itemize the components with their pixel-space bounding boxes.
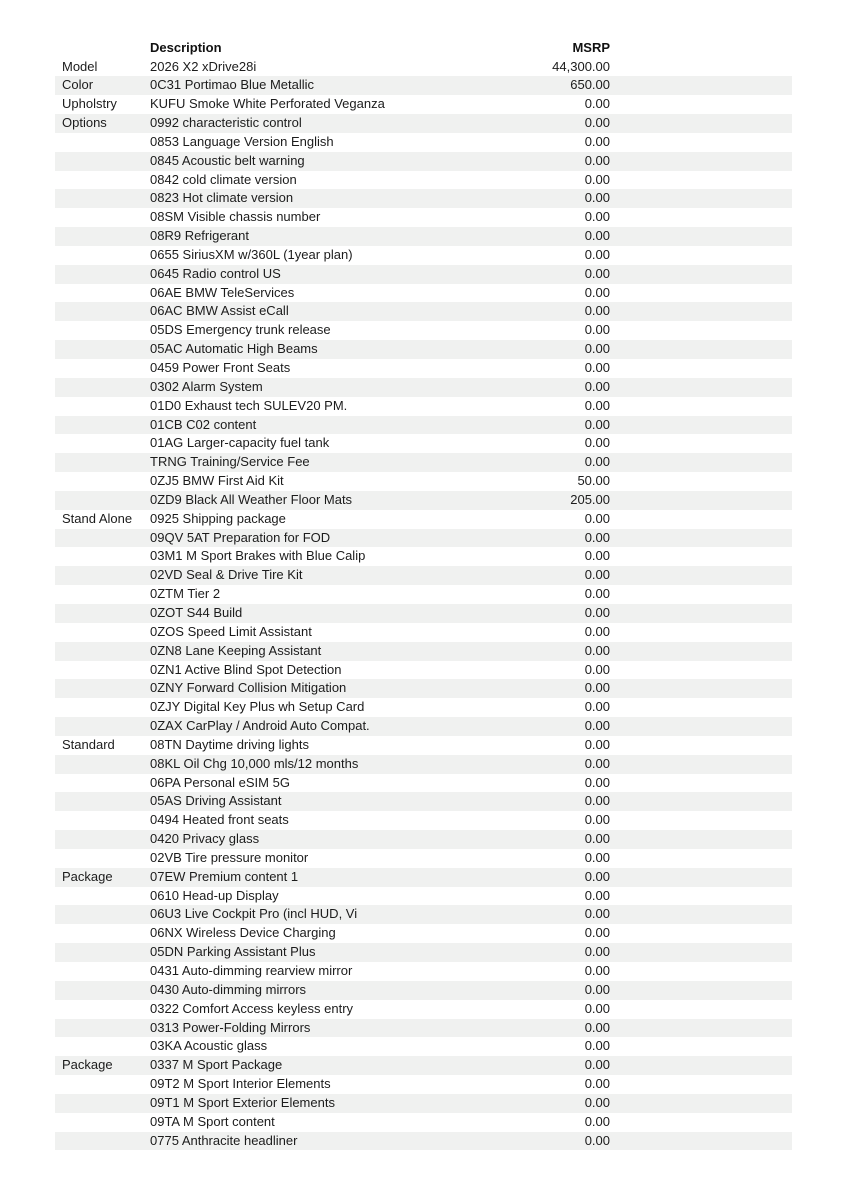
row-description: 0ZOT S44 Build <box>150 604 243 620</box>
row-msrp-value: 0.00 <box>584 435 610 451</box>
table-row <box>55 830 792 849</box>
row-description: 09T1 M Sport Exterior Elements <box>150 1094 335 1110</box>
category-column-header <box>55 38 150 58</box>
row-category-label <box>55 171 150 190</box>
row-description: 08TN Daytime driving lights <box>150 736 309 752</box>
row-msrp-value: 0.00 <box>584 661 610 677</box>
row-msrp-value: 0.00 <box>584 586 610 602</box>
row-category-label <box>55 811 150 830</box>
row-category-label <box>55 981 150 1000</box>
row-msrp-value: 0.00 <box>584 322 610 338</box>
row-category-label <box>55 830 150 849</box>
row-category-label <box>55 340 150 359</box>
table-row <box>55 378 792 397</box>
row-spacer <box>610 133 792 152</box>
table-row <box>55 227 792 246</box>
row-msrp-value: 0.00 <box>584 699 610 715</box>
row-description: 0431 Auto-dimming rearview mirror <box>150 963 353 978</box>
row-spacer <box>610 830 792 849</box>
row-spacer <box>610 378 792 397</box>
row-spacer <box>610 95 792 114</box>
row-category-label: Package <box>62 1057 113 1073</box>
row-msrp-value: 44,300.00 <box>552 58 610 74</box>
row-spacer <box>610 189 792 208</box>
row-msrp-value: 0.00 <box>584 868 610 884</box>
row-description: 05AS Driving Assistant <box>150 793 282 809</box>
row-msrp-value: 0.00 <box>584 963 610 978</box>
table-row <box>55 661 792 680</box>
table-row <box>55 717 792 736</box>
row-msrp-value: 0.00 <box>584 246 610 262</box>
row-spacer <box>610 453 792 472</box>
row-spacer <box>610 359 792 378</box>
table-row <box>55 642 792 661</box>
row-msrp-value: 0.00 <box>584 680 610 696</box>
row-spacer <box>610 1075 792 1094</box>
table-row <box>55 868 792 887</box>
row-msrp-value: 0.00 <box>584 454 610 470</box>
table-row <box>55 905 792 924</box>
row-description: 09T2 M Sport Interior Elements <box>150 1076 331 1092</box>
row-msrp-value: 0.00 <box>584 265 610 281</box>
row-description: 01AG Larger-capacity fuel tank <box>150 435 330 451</box>
row-category-label <box>55 1094 150 1113</box>
row-spacer <box>610 416 792 435</box>
row-category-label <box>55 378 150 397</box>
row-category-label <box>55 924 150 943</box>
row-description: 0ZD9 Black All Weather Floor Mats <box>150 491 353 507</box>
row-description: 0C31 Portimao Blue Metallic <box>150 77 315 93</box>
row-spacer <box>610 566 792 585</box>
table-row <box>55 246 792 265</box>
row-description: 06AC BMW Assist eCall <box>150 303 289 319</box>
table-row <box>55 774 792 793</box>
row-category-label <box>55 359 150 378</box>
row-description: 0925 Shipping package <box>150 510 286 526</box>
row-spacer <box>610 1037 792 1056</box>
row-msrp-value: 0.00 <box>584 341 610 357</box>
row-description: 0ZN1 Active Blind Spot Detection <box>150 661 342 677</box>
row-spacer <box>610 1019 792 1038</box>
row-spacer <box>610 1132 792 1151</box>
row-description: 02VD Seal & Drive Tire Kit <box>150 567 303 583</box>
row-msrp-value: 0.00 <box>584 1019 610 1035</box>
table-row <box>55 566 792 585</box>
row-category-label <box>55 1037 150 1056</box>
row-category-label <box>55 1019 150 1038</box>
row-category-label <box>55 566 150 585</box>
table-row <box>55 208 792 227</box>
row-category-label <box>55 227 150 246</box>
row-spacer <box>610 321 792 340</box>
msrp-column-header: MSRP <box>572 40 610 55</box>
table-row <box>55 1037 792 1056</box>
table-row <box>55 755 792 774</box>
table-row <box>55 585 792 604</box>
table-row <box>55 133 792 152</box>
row-category-label <box>55 472 150 491</box>
row-spacer <box>610 868 792 887</box>
row-spacer <box>610 642 792 661</box>
row-description: 06U3 Live Cockpit Pro (incl HUD, Vi <box>150 906 358 922</box>
row-description: 09QV 5AT Preparation for FOD <box>150 529 331 545</box>
table-row <box>55 434 792 453</box>
row-spacer <box>610 679 792 698</box>
row-msrp-value: 0.00 <box>584 360 610 375</box>
row-msrp-value: 0.00 <box>584 529 610 545</box>
row-description: 0610 Head-up Display <box>150 887 279 903</box>
row-category-label: Model <box>62 58 98 74</box>
row-msrp-value: 0.00 <box>584 1132 610 1148</box>
row-msrp-value: 0.00 <box>584 190 610 206</box>
row-msrp-value: 0.00 <box>584 1076 610 1092</box>
row-msrp-value: 0.00 <box>584 755 610 771</box>
row-spacer <box>610 943 792 962</box>
row-description: 0992 characteristic control <box>150 115 302 131</box>
row-msrp-value: 0.00 <box>584 567 610 583</box>
row-category-label <box>55 189 150 208</box>
table-row <box>55 340 792 359</box>
row-spacer <box>610 905 792 924</box>
table-row <box>55 811 792 830</box>
row-category-label <box>55 1113 150 1132</box>
row-description: 0ZJY Digital Key Plus wh Setup Card <box>150 699 365 715</box>
row-description: 0302 Alarm System <box>150 378 263 394</box>
row-description: 0ZOS Speed Limit Assistant <box>150 623 312 639</box>
row-spacer <box>610 849 792 868</box>
description-column-header: Description <box>150 40 222 55</box>
row-description: 05AC Automatic High Beams <box>150 341 318 357</box>
row-spacer <box>610 76 792 95</box>
row-spacer <box>610 623 792 642</box>
table-row <box>55 698 792 717</box>
row-description: 08KL Oil Chg 10,000 mls/12 months <box>150 755 359 771</box>
row-category-label: Upholstry <box>62 96 117 112</box>
table-row <box>55 265 792 284</box>
table-row <box>55 472 792 491</box>
row-description: 05DN Parking Assistant Plus <box>150 944 316 960</box>
row-msrp-value: 0.00 <box>584 1057 610 1073</box>
row-description: 01CB C02 content <box>150 416 257 432</box>
table-row <box>55 397 792 416</box>
row-category-label <box>55 208 150 227</box>
row-spacer <box>610 265 792 284</box>
row-description: 0ZAX CarPlay / Android Auto Compat. <box>150 718 370 734</box>
row-description: 01D0 Exhaust tech SULEV20 PM. <box>150 397 348 413</box>
row-description: 0313 Power-Folding Mirrors <box>150 1019 311 1035</box>
table-row <box>55 887 792 906</box>
table-header-row <box>55 38 792 58</box>
table-row <box>55 416 792 435</box>
row-description: 0845 Acoustic belt warning <box>150 152 305 168</box>
row-category-label <box>55 1075 150 1094</box>
row-description: 2026 X2 xDrive28i <box>150 58 257 74</box>
row-description: 08SM Visible chassis number <box>150 209 321 225</box>
row-msrp-value: 0.00 <box>584 1113 610 1129</box>
table-row <box>55 95 792 114</box>
row-category-label <box>55 623 150 642</box>
row-category-label <box>55 679 150 698</box>
row-spacer <box>610 962 792 981</box>
row-msrp-value: 0.00 <box>584 303 610 319</box>
row-msrp-value: 0.00 <box>584 1094 610 1110</box>
row-msrp-value: 0.00 <box>584 397 610 413</box>
row-spacer <box>610 811 792 830</box>
row-msrp-value: 0.00 <box>584 133 610 149</box>
table-row <box>55 359 792 378</box>
table-row <box>55 1113 792 1132</box>
row-msrp-value: 0.00 <box>584 604 610 620</box>
table-row <box>55 152 792 171</box>
row-category-label <box>55 849 150 868</box>
table-row <box>55 792 792 811</box>
table-row <box>55 981 792 1000</box>
table-row <box>55 547 792 566</box>
table-row <box>55 491 792 510</box>
row-category-label <box>55 717 150 736</box>
row-category-label <box>55 585 150 604</box>
row-msrp-value: 0.00 <box>584 812 610 828</box>
row-description: 05DS Emergency trunk release <box>150 322 331 338</box>
row-category-label <box>55 943 150 962</box>
row-category-label <box>55 246 150 265</box>
row-msrp-value: 0.00 <box>584 981 610 997</box>
row-spacer <box>610 114 792 133</box>
table-row <box>55 736 792 755</box>
row-description: 0ZJ5 BMW First Aid Kit <box>150 473 284 489</box>
row-description: 0655 SiriusXM w/360L (1year plan) <box>150 246 353 262</box>
row-description: 0494 Heated front seats <box>150 812 289 828</box>
table-row <box>55 1019 792 1038</box>
table-row <box>55 962 792 981</box>
row-msrp-value: 0.00 <box>584 171 610 187</box>
row-spacer <box>610 152 792 171</box>
row-msrp-value: 0.00 <box>584 1000 610 1016</box>
row-spacer <box>610 208 792 227</box>
row-description: 0842 cold climate version <box>150 171 297 187</box>
row-description: 07EW Premium content 1 <box>150 868 299 884</box>
row-category-label: Package <box>62 868 113 884</box>
row-category-label <box>55 698 150 717</box>
row-spacer <box>610 585 792 604</box>
row-spacer <box>610 604 792 623</box>
row-msrp-value: 0.00 <box>584 548 610 564</box>
row-spacer <box>610 302 792 321</box>
row-description: 0430 Auto-dimming mirrors <box>150 981 307 997</box>
table-body <box>55 58 792 1151</box>
row-category-label <box>55 642 150 661</box>
row-category-label <box>55 133 150 152</box>
row-spacer <box>610 887 792 906</box>
row-spacer <box>610 434 792 453</box>
row-spacer <box>610 58 792 77</box>
table-row <box>55 302 792 321</box>
row-spacer <box>610 246 792 265</box>
row-spacer <box>610 284 792 303</box>
row-spacer <box>610 774 792 793</box>
row-category-label <box>55 152 150 171</box>
row-category-label <box>55 661 150 680</box>
row-category-label: Standard <box>62 736 115 752</box>
row-spacer <box>610 547 792 566</box>
row-description: 0ZN8 Lane Keeping Assistant <box>150 642 322 658</box>
table-row <box>55 1000 792 1019</box>
row-msrp-value: 0.00 <box>584 793 610 809</box>
row-category-label <box>55 962 150 981</box>
row-category-label: Stand Alone <box>62 510 133 526</box>
row-msrp-value: 0.00 <box>584 1038 610 1054</box>
row-category-label <box>55 491 150 510</box>
table-row <box>55 510 792 529</box>
row-msrp-value: 0.00 <box>584 378 610 394</box>
row-description: 0823 Hot climate version <box>150 190 294 206</box>
row-spacer <box>610 717 792 736</box>
row-msrp-value: 50.00 <box>577 473 610 489</box>
row-description: 0459 Power Front Seats <box>150 360 291 375</box>
row-category-label <box>55 755 150 774</box>
row-spacer <box>610 491 792 510</box>
row-category-label <box>55 397 150 416</box>
table-row <box>55 924 792 943</box>
row-category-label <box>55 434 150 453</box>
table-row <box>55 1056 792 1075</box>
row-msrp-value: 0.00 <box>584 642 610 658</box>
row-spacer <box>610 397 792 416</box>
row-spacer <box>610 1056 792 1075</box>
row-category-label <box>55 284 150 303</box>
vehicle-options-table <box>55 38 792 1150</box>
row-msrp-value: 0.00 <box>584 718 610 734</box>
row-msrp-value: 0.00 <box>584 284 610 300</box>
row-category-label <box>55 453 150 472</box>
row-category-label <box>55 604 150 623</box>
row-description: 08R9 Refrigerant <box>150 228 249 244</box>
row-spacer <box>610 755 792 774</box>
table-row <box>55 76 792 95</box>
table-row <box>55 943 792 962</box>
row-spacer <box>610 340 792 359</box>
row-description: 06AE BMW TeleServices <box>150 284 295 300</box>
row-description: 0322 Comfort Access keyless entry <box>150 1000 354 1016</box>
row-description: 0337 M Sport Package <box>150 1057 283 1073</box>
table-row <box>55 171 792 190</box>
row-category-label <box>55 792 150 811</box>
row-msrp-value: 0.00 <box>584 906 610 922</box>
row-msrp-value: 0.00 <box>584 623 610 639</box>
row-description: 02VB Tire pressure monitor <box>150 849 309 865</box>
table-row <box>55 1132 792 1151</box>
row-msrp-value: 0.00 <box>584 416 610 432</box>
row-description: 03M1 M Sport Brakes with Blue Calip <box>150 548 366 564</box>
row-msrp-value: 0.00 <box>584 96 610 112</box>
row-category-label <box>55 321 150 340</box>
row-msrp-value: 0.00 <box>584 736 610 752</box>
row-spacer <box>610 661 792 680</box>
row-msrp-value: 650.00 <box>570 77 610 93</box>
row-category-label <box>55 887 150 906</box>
row-msrp-value: 0.00 <box>584 944 610 960</box>
row-description: 06PA Personal eSIM 5G <box>150 774 290 790</box>
header-spacer <box>610 38 792 58</box>
row-description: 0ZTM Tier 2 <box>150 586 221 602</box>
row-msrp-value: 0.00 <box>584 887 610 903</box>
row-description: TRNG Training/Service Fee <box>150 454 310 470</box>
row-category-label <box>55 547 150 566</box>
table-row <box>55 189 792 208</box>
row-spacer <box>610 472 792 491</box>
row-description: 0ZNY Forward Collision Mitigation <box>150 680 347 696</box>
row-description: KUFU Smoke White Perforated Veganza <box>150 96 385 112</box>
row-spacer <box>610 736 792 755</box>
row-msrp-value: 0.00 <box>584 831 610 847</box>
row-category-label <box>55 416 150 435</box>
row-spacer <box>610 510 792 529</box>
row-msrp-value: 0.00 <box>584 849 610 865</box>
row-description: 03KA Acoustic glass <box>150 1038 268 1054</box>
row-spacer <box>610 981 792 1000</box>
row-msrp-value: 0.00 <box>584 209 610 225</box>
table-row <box>55 58 792 77</box>
table-row <box>55 623 792 642</box>
row-spacer <box>610 698 792 717</box>
table-row <box>55 1075 792 1094</box>
row-category-label <box>55 1132 150 1151</box>
row-msrp-value: 0.00 <box>584 228 610 244</box>
row-description: 0645 Radio control US <box>150 265 281 281</box>
row-msrp-value: 0.00 <box>584 510 610 526</box>
row-msrp-value: 0.00 <box>584 774 610 790</box>
row-spacer <box>610 171 792 190</box>
row-description: 09TA M Sport content <box>150 1113 275 1129</box>
row-category-label <box>55 302 150 321</box>
row-msrp-value: 0.00 <box>584 115 610 131</box>
row-category-label: Options <box>62 115 107 131</box>
table-row <box>55 849 792 868</box>
row-description: 06NX Wireless Device Charging <box>150 925 336 941</box>
row-description: 0420 Privacy glass <box>150 831 260 847</box>
table-row <box>55 529 792 548</box>
row-spacer <box>610 227 792 246</box>
row-category-label: Color <box>62 77 94 93</box>
row-category-label <box>55 774 150 793</box>
table-row <box>55 321 792 340</box>
row-category-label <box>55 265 150 284</box>
row-msrp-value: 0.00 <box>584 152 610 168</box>
row-spacer <box>610 1000 792 1019</box>
table-row <box>55 114 792 133</box>
row-msrp-value: 205.00 <box>570 491 610 507</box>
row-spacer <box>610 792 792 811</box>
table-row <box>55 679 792 698</box>
row-spacer <box>610 1094 792 1113</box>
row-msrp-value: 0.00 <box>584 925 610 941</box>
table-row <box>55 1094 792 1113</box>
row-category-label <box>55 1000 150 1019</box>
row-category-label <box>55 529 150 548</box>
row-description: 0775 Anthracite headliner <box>150 1132 298 1148</box>
table-row <box>55 604 792 623</box>
table-row <box>55 284 792 303</box>
row-spacer <box>610 529 792 548</box>
row-category-label <box>55 905 150 924</box>
row-spacer <box>610 924 792 943</box>
row-description: 0853 Language Version English <box>150 133 334 149</box>
row-spacer <box>610 1113 792 1132</box>
table-row <box>55 453 792 472</box>
